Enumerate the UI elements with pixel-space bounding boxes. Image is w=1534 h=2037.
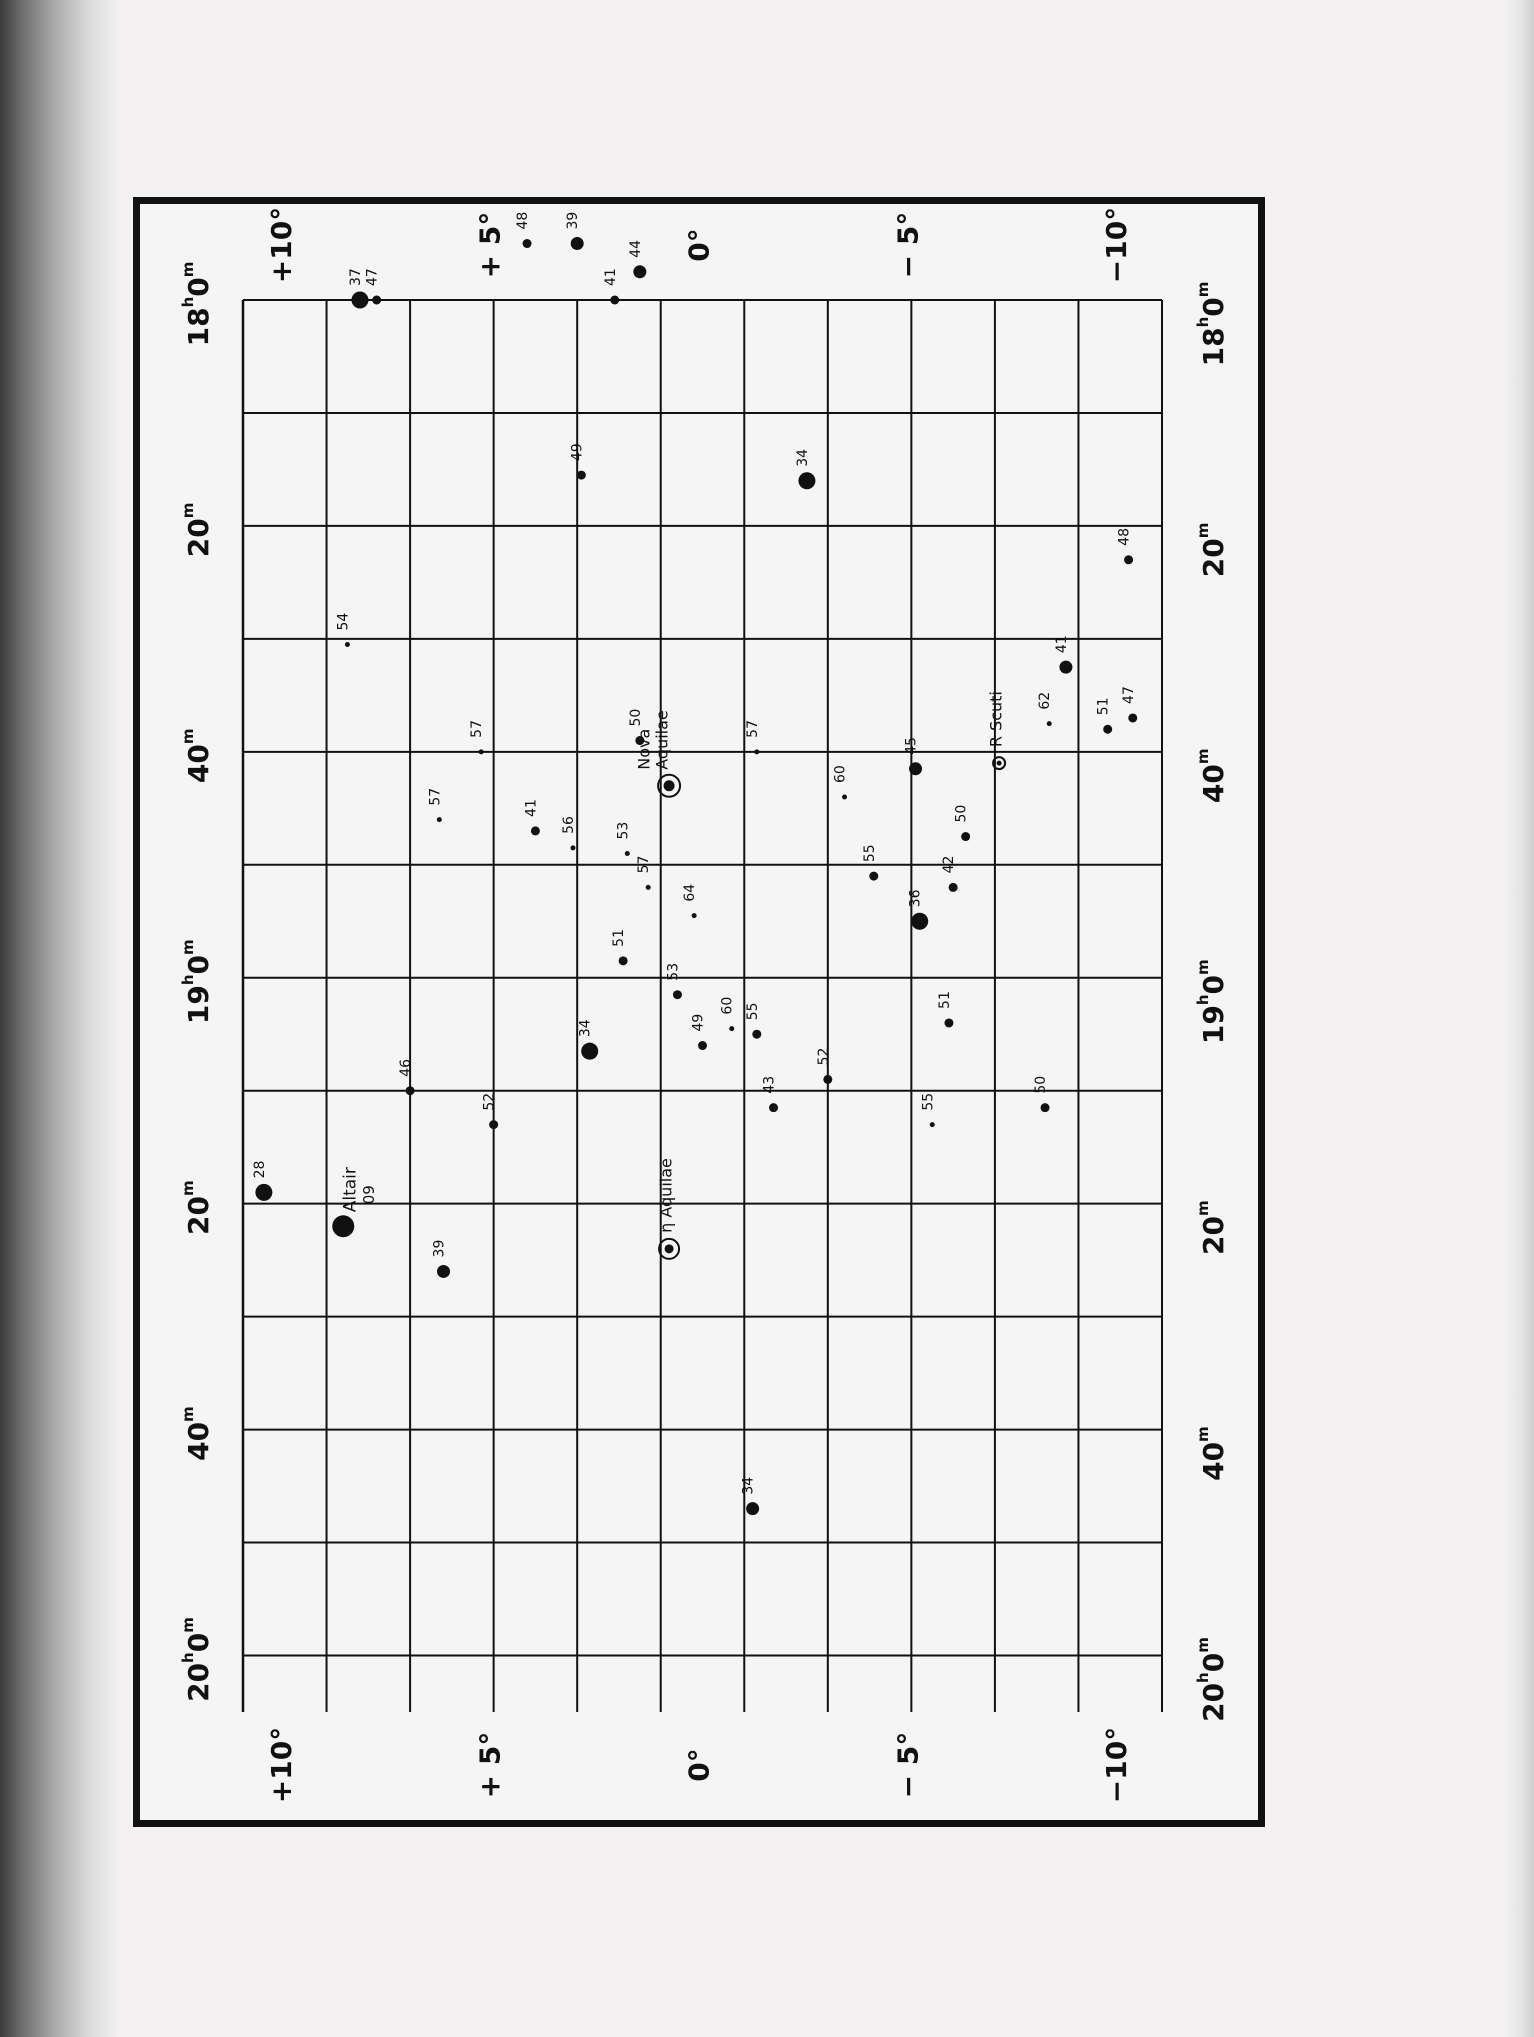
star-magnitude-label: 34 [794,448,811,467]
star-magnitude-label: 53 [665,962,682,981]
star-dot [437,1265,450,1278]
svg-text:40m: 40$^m$ [1193,748,1230,804]
star-magnitude-label: 41 [523,799,540,817]
ra-label-bottom [1194,282,1231,367]
star-magnitude-label: 57 [636,855,653,874]
star-dot [869,872,878,881]
star-magnitude-label: 34 [740,1476,757,1495]
star-dot [769,1103,778,1112]
altair-label: Altair [340,1167,361,1213]
star-dot [1103,725,1112,734]
star-magnitude-label: 48 [515,211,532,230]
star-dot [961,832,970,841]
star-magnitude-label: 34 [577,1019,594,1038]
star-dot [571,845,576,850]
star-magnitude-label: 37 [347,268,364,286]
nova-aquilae-label: Aquilae [652,710,672,770]
svg-text:20m: 20$^m$ [1193,1200,1230,1255]
star-dot [577,471,586,480]
star-magnitude-label: 54 [335,612,352,631]
ra-label-top [179,729,216,784]
altair-star [332,1215,354,1237]
star-dot [823,1075,832,1084]
ra-label-top [179,262,216,347]
grid [243,300,1162,1712]
star-magnitude-label: 44 [627,239,644,258]
dec-label-left: −10° [1100,1726,1134,1804]
star-magnitude-label: 57 [427,787,444,806]
star-dot [1059,661,1072,674]
star-dot [523,239,532,248]
ra-label-bottom [1194,1637,1231,1722]
dec-label-right: 0° [682,228,716,262]
svg-text:18h0m: 18$^h$0$^m$ [1193,281,1230,367]
star-magnitude-label: 55 [920,1092,937,1111]
star-magnitude-label: 28 [251,1160,268,1179]
ra-label-bottom [1194,959,1231,1044]
svg-text:20h0m: 20$^h$0$^m$ [1193,1637,1230,1722]
star-dot [930,1122,935,1127]
star-magnitude-label: 49 [569,443,586,462]
ra-label-bottom [1194,523,1231,578]
named-star-label: η Aquilae [656,1158,676,1233]
star-dot [610,296,619,305]
star-magnitude-label: 39 [565,211,582,230]
ra-label-bottom [1194,1426,1231,1481]
star-magnitude-label: 55 [744,1002,761,1021]
star-magnitude-label: 57 [744,720,761,738]
star-dot [345,642,350,647]
star-magnitude-label: 50 [627,708,644,727]
stars [255,237,1137,1515]
star-magnitude-label: 48 [1116,527,1133,546]
svg-text:20h0m: 20$^h$0$^m$ [178,1617,215,1702]
star-magnitude-label: 64 [682,883,699,902]
star-magnitude-label: 51 [611,928,628,947]
ra-label-top [179,1406,216,1461]
star-magnitude-label: 42 [941,855,958,874]
star-dot [909,762,922,775]
svg-text:20m: 20$^m$ [1193,522,1230,578]
dec-label-right: − 5° [891,211,925,279]
star-dot [752,1030,761,1039]
star-magnitude-label: 46 [398,1058,415,1077]
star-magnitude-label: 52 [815,1047,832,1066]
star-dot [489,1120,498,1129]
star-dot [633,265,646,278]
altair-magnitude-label: 09 [359,1185,378,1205]
star-magnitude-label: 50 [953,804,970,823]
star-dot [729,1026,734,1031]
star-dot [255,1184,272,1201]
dec-label-left: +10° [264,1726,298,1804]
star-dot [1041,1103,1050,1112]
ra-label-top [179,939,216,1024]
star-dot [949,883,958,892]
star-dot [1047,721,1052,726]
svg-text:20m: 20$^m$ [178,502,215,558]
star-dot [1128,713,1137,722]
ra-label-bottom [1194,1200,1231,1255]
dec-label-left: + 5° [473,1731,507,1799]
dec-label-right: +10° [264,206,298,284]
dec-label-right: −10° [1100,206,1134,284]
star-dot [842,795,847,800]
star-dot [911,913,928,930]
dec-label-right: + 5° [473,211,507,279]
star-magnitude-label: 56 [561,816,578,834]
star-magnitude-label: 41 [602,268,619,286]
svg-text:19h0m: 19$^h$0$^m$ [178,939,215,1025]
star-dot [406,1086,415,1095]
named-star-label: R Scuti [986,691,1006,748]
star-dot [754,749,759,754]
svg-text:40m: 40$^m$ [178,728,215,784]
star-magnitude-label: 55 [861,844,878,863]
star-magnitude-label: 50 [1033,1075,1050,1094]
star-magnitude-label: 51 [1095,697,1112,716]
star-dot [692,913,697,918]
star-dot [1124,555,1133,564]
svg-text:40m: 40$^m$ [1193,1426,1230,1481]
star-magnitude-label: 62 [1037,691,1054,710]
svg-text:40m: 40$^m$ [178,1406,215,1461]
svg-text:18h0m: 18$^h$0$^m$ [178,261,215,347]
variable-star-dot [665,1244,674,1253]
star-dot [437,817,442,822]
ra-label-top [179,1180,216,1235]
star-dot [798,472,815,489]
star-magnitude-label: 45 [903,736,920,755]
star-dot [531,826,540,835]
star-magnitude-label: 47 [1120,686,1137,704]
star-dot [479,749,484,754]
star-dot [673,990,682,999]
star-dot [625,851,630,856]
svg-text:19h0m: 19$^h$0$^m$ [1193,959,1230,1045]
star-magnitude-label: 36 [907,889,924,908]
dec-label-left: 0° [682,1748,716,1782]
star-magnitude-label: 53 [615,821,632,840]
svg-text:20m: 20$^m$ [178,1180,215,1235]
star-dot [619,956,628,965]
variable-star-dot [997,761,1002,766]
star-dot [698,1041,707,1050]
ra-label-top [179,503,216,558]
star-magnitude-label: 57 [469,720,486,738]
star-magnitude-label: 52 [481,1092,498,1111]
star-magnitude-label: 51 [936,991,953,1009]
star-dot [944,1018,953,1027]
ra-label-top [179,1617,216,1702]
star-dot [571,237,584,250]
variable-star-dot [664,780,675,791]
dec-label-left: − 5° [891,1731,925,1799]
star-dot [581,1043,598,1060]
star-dot [372,296,381,305]
star-dot [746,1502,759,1515]
nova-aquilae-label: Nova [634,728,654,770]
star-magnitude-label: 60 [832,765,849,784]
ra-label-bottom [1194,749,1231,804]
star-magnitude-label: 47 [364,268,381,286]
star-dot [646,885,651,890]
star-magnitude-label: 41 [1053,635,1070,654]
star-magnitude-label: 60 [719,996,736,1015]
star-magnitude-label: 49 [690,1013,707,1032]
star-magnitude-label: 39 [431,1239,448,1258]
star-dot [351,292,368,309]
star-magnitude-label: 43 [761,1075,778,1094]
